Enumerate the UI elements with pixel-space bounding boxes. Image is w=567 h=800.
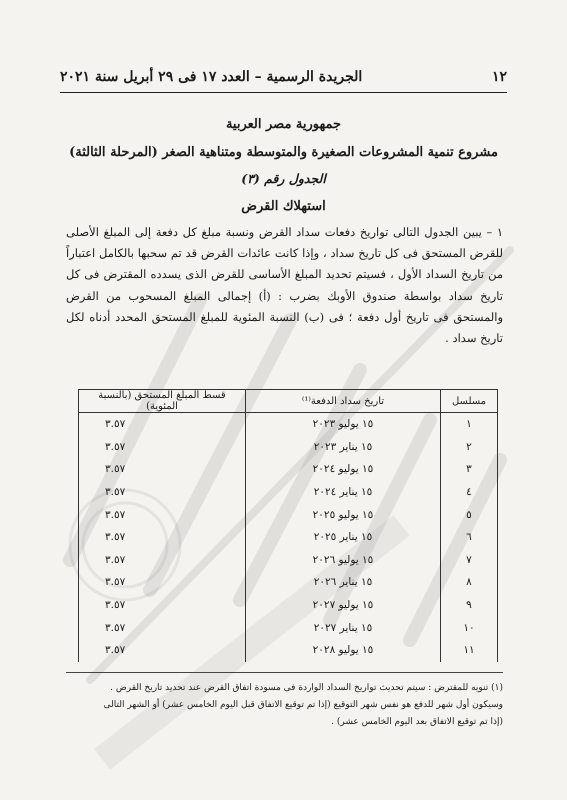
cell-serial: ٩ <box>441 594 498 617</box>
cell-serial: ٤ <box>441 481 498 504</box>
cell-date: ١٥ يوليو ٢٠٢٧ <box>246 594 441 617</box>
cell-serial: ١١ <box>441 639 498 662</box>
table-row <box>79 458 498 481</box>
body-paragraph: ١ – يبين الجدول التالى تواريخ دفعات سداد القرض ونسبة مبلغ كل دفعة إلى المبلغ الأصلى للقرض المستحق فى كل تاريخ سداد ، وإذا كانت عائدات القرض قد تم سحبها بالكامل اعتباراً من تاريخ السداد الأول ، فسيتم تحديد المبلغ الأساسى للقرض الذى يسدده المقترض فى كل تاريخ سداد بواسطة صندوق الأوبك بضرب : (أ) إجمالى المبلغ المسحوب من القرض والمستحق فى تاريخ أول دفعة ؛ فى (ب) النسبة المئوية للمبلغ المستحق المحدد أدناه لكل تاريخ سداد . <box>66 225 503 346</box>
cell-date: ١٥ يوليو ٢٠٢٨ <box>246 639 441 662</box>
schedule-title: الجدول رقم (٣) <box>241 171 326 186</box>
cell-serial: ٧ <box>441 549 498 572</box>
table-row <box>79 436 498 459</box>
cell-percent: ٣.٥٧ <box>79 639 246 662</box>
table-header-row <box>79 390 498 413</box>
cell-date: ١٥ يناير ٢٠٢٦ <box>246 571 441 594</box>
cell-percent: ٣.٥٧ <box>79 594 246 617</box>
table-body <box>79 413 498 662</box>
table-row <box>79 549 498 572</box>
running-title: الجريدة الرسمية – العدد ١٧ فى ٢٩ أبريل سنة ٢٠٢١ <box>60 69 363 85</box>
table-row <box>79 594 498 617</box>
footnote-1-end: (إذا تم توقيع الاتفاق بعد اليوم الخامس عشر) . <box>331 717 503 727</box>
table-row <box>79 481 498 504</box>
table-row <box>79 639 498 662</box>
header-divider <box>60 92 507 93</box>
table-row <box>79 571 498 594</box>
table-row <box>79 526 498 549</box>
cell-date: ١٥ يوليو ٢٠٢٣ <box>246 413 441 436</box>
cell-date: ١٥ يناير ٢٠٢٤ <box>246 481 441 504</box>
cell-percent: ٣.٥٧ <box>79 503 246 526</box>
page-header <box>60 66 507 88</box>
cell-percent: ٣.٥٧ <box>79 436 246 459</box>
cell-date: ١٥ يوليو ٢٠٢٦ <box>246 549 441 572</box>
cell-percent: ٣.٥٧ <box>79 458 246 481</box>
table-row <box>79 503 498 526</box>
footnote-divider <box>66 672 503 673</box>
repayment-schedule-table <box>78 389 498 662</box>
cell-percent: ٣.٥٧ <box>79 571 246 594</box>
cell-date: ١٥ يناير ٢٠٢٥ <box>246 526 441 549</box>
cell-percent: ٣.٥٧ <box>79 526 246 549</box>
cell-date: ١٥ يوليو ٢٠٢٥ <box>246 503 441 526</box>
cell-percent: ٣.٥٧ <box>79 481 246 504</box>
cell-date: ١٥ يناير ٢٠٢٣ <box>246 436 441 459</box>
cell-date: ١٥ يناير ٢٠٢٧ <box>246 616 441 639</box>
page-number: ١٢ <box>491 69 507 85</box>
cell-date: ١٥ يوليو ٢٠٢٤ <box>246 458 441 481</box>
cell-percent: ٣.٥٧ <box>79 549 246 572</box>
project-title: مشروع تنمية المشروعات الصغيرة والمتوسطة ومتناهية الصغر (المرحلة الثالثة) <box>69 145 498 160</box>
cell-serial: ٥ <box>441 503 498 526</box>
cell-serial: ٣ <box>441 458 498 481</box>
header-installment-percent: قسط المبلغ المستحق (بالنسبة المئوية) <box>79 390 246 413</box>
cell-serial: ١٠ <box>441 616 498 639</box>
table-row <box>79 616 498 639</box>
table-row <box>79 413 498 436</box>
cell-percent: ٣.٥٧ <box>79 616 246 639</box>
section-title: استهلاك القرض <box>241 199 326 214</box>
cell-serial: ١ <box>441 413 498 436</box>
country-title: جمهورية مصر العربية <box>225 117 342 132</box>
footnote-1: (١) تنويه للمقترض : سيتم تحديث تواريخ السداد الواردة فى مسودة اتفاق القرض عند تحديد تاريخ القرض . <box>110 683 503 693</box>
header-payment-date: تاريخ سداد الدفعة⁽¹⁾ <box>246 390 441 413</box>
footnotes <box>66 680 503 731</box>
cell-serial: ٦ <box>441 526 498 549</box>
header-serial: مسلسل <box>441 390 498 413</box>
cell-percent: ٣.٥٧ <box>79 413 246 436</box>
footnote-1-continued: وسيكون أول شهر للدفع هو نفس شهر التوقيع (إذا تم توقيع الاتفاق قبل اليوم الخامس عشر) أو الشهر التالى <box>103 700 503 710</box>
cell-serial: ٢ <box>441 436 498 459</box>
cell-serial: ٨ <box>441 571 498 594</box>
